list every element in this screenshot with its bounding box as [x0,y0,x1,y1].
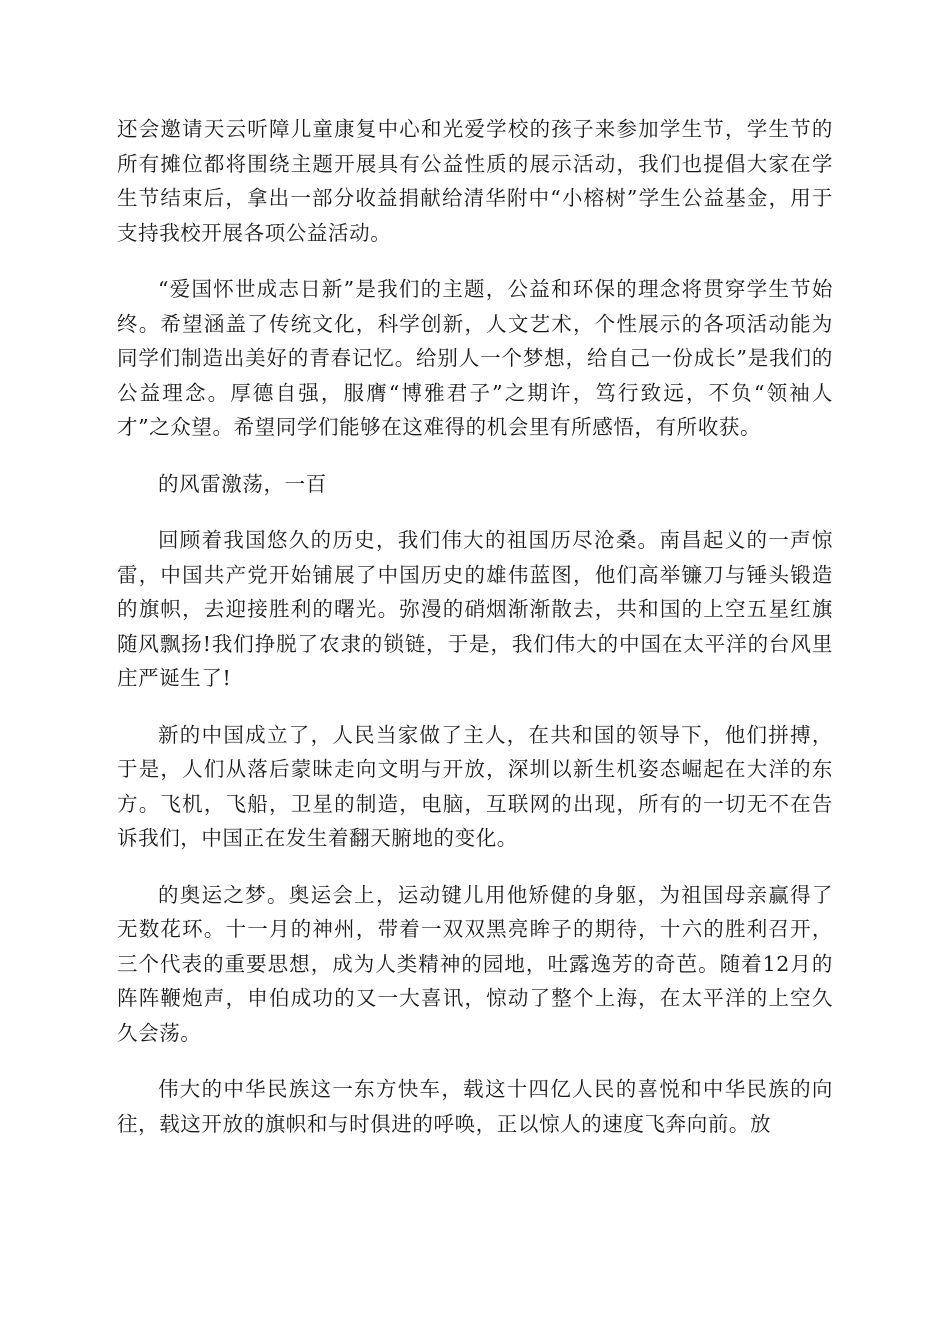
paragraph-7: 伟大的中华民族这一东方快车，载这十四亿人民的喜悦和中华民族的向往，载这开放的旗帜和与时俱进的呼唤，正以惊人的速度飞奔向前。放 [117,1077,833,1136]
paragraph-5: 新的中国成立了，人民当家做了主人，在共和国的领导下，他们拼搏，于是，人们从落后蒙昧走向文明与开放，深圳以新生机姿态崛起在大洋的东方。飞机，飞船，卫星的制造，电脑，互联网的出现，所有的一切无不在告诉我们，中国正在发生着翻天腑地的变化。 [117,722,833,850]
paragraph-2: “爱国怀世成志日新”是我们的主题，公益和环保的理念将贯穿学生节始终。希望涵盖了传统文化，科学创新，人文艺术，个性展示的各项活动能为同学们制造出美好的青春记忆。给别人一个梦想，给自己一份成长”是我们的公益理念。厚德自强，服膺“博雅君子”之期许，笃行致远，不负“领袖人才”之众望。希望同学们能够在这难得的机会里有所感悟，有所收获。 [117,277,833,439]
paragraph-3: 的风雷激荡，一百 [158,471,327,496]
paragraph-gap [117,856,833,878]
paragraph-gap [117,1050,833,1072]
paragraph-6: 的奥运之梦。奥运会上，运动键儿用他矫健的身躯，为祖国母亲赢得了无数花环。十一月的神州，带着一双双黑亮眸子的期待，十六的胜利召开，三个代表的重要思想，成为人类精神的园地，吐露逸芳的奇芭。随着12月的阵阵鞭炮声，申伯成功的又一大喜讯，惊动了整个上海，在太平洋的上空久久会荡。 [117,882,833,1045]
paragraph-gap [117,501,833,523]
paragraph-1: 还会邀请天云听障儿童康复中心和光爱学校的孩子来参加学生节，学生节的所有摊位都将围绕主题开展具有公益性质的展示活动，我们也提倡大家在学生节结束后，拿出一部分收益捐献给清华附中“小榕树”学生公益基金，用于支持我校开展各项公益活动。 [117,117,833,245]
paragraph-4: 回顾着我国悠久的历史，我们伟大的祖国历尽沧桑。南昌起义的一声惊雷，中国共产党开始铺展了中国历史的雄伟蓝图，他们高举镰刀与锤头锻造的旗帜，去迎接胜利的曙光。弥漫的硝烟渐渐散去，共和国的上空五星红旗随风飘扬!我们挣脱了农隶的锁链，于是，我们伟大的中国在太平洋的台风里庄严诞生了! [117,528,833,690]
paragraph-gap [117,250,833,272]
document-page [117,112,833,1141]
paragraph-gap [117,696,833,718]
paragraph-gap [117,445,833,467]
